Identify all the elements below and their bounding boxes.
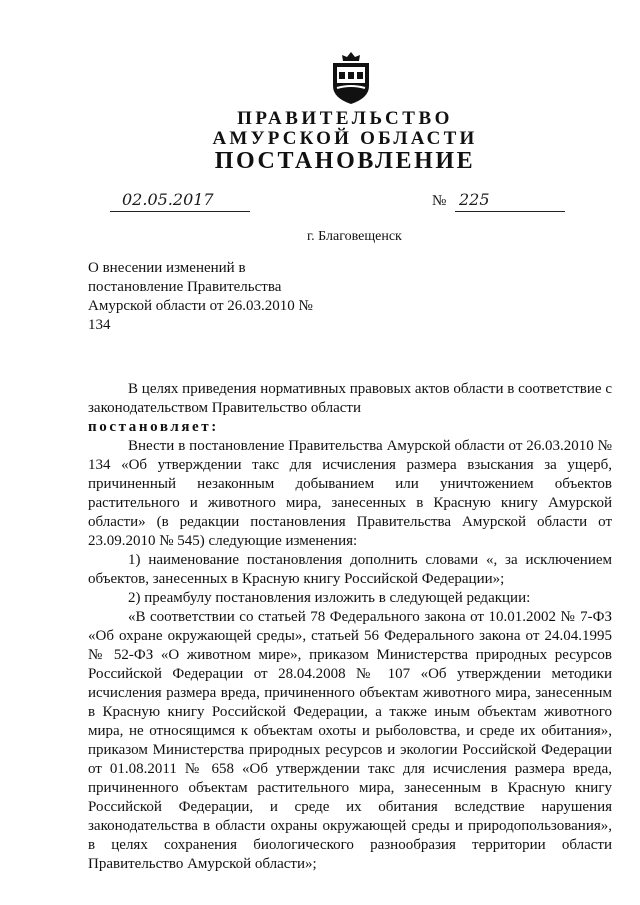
document-subject: О внесении изменений в постановление Правительства Амурской области от 26.03.2010 № 134 [88,260,313,333]
government-title: ПРАВИТЕЛЬСТВО [237,108,453,129]
intro-paragraph: В целях приведения нормативных правовых актов области в соответствие с законодательством Правительство области [88,381,612,416]
coat-of-arms-icon [329,50,373,106]
number-value: 225 [459,190,490,209]
region-title: АМУРСКОЙ ОБЛАСТИ [212,128,478,149]
paragraph-4: «В соответствии со статьей 78 Федерального закона от 10.01.2002 № 7-ФЗ «Об охране окружающей среды», статьей 56 Федерального закона от 24.04.1995 № 52-ФЗ «О животном мире», приказом Министерства природных ресурсов Российской Федерации от 28.04.2008 № 107 «Об утверждении методики исчисления размера вреда, причиненного объектам животного мира, занесенным в Красную книгу Российской Федерации, а также иным объектам животного мира, не относящимся к объектам охоты и рыболовства, и среде их обитания», приказом Министерства природных ресурсов и экологии Российской Федерации от 01.08.2011 № 658 «Об утверждении такс для исчисления размера вреда, причиненного объектам растительного мира, занесенным в Красную книгу Российской Федерации, и среде их обитания вследствие нарушения законодательства в области охраны окружающей среды и природопользования», в целях сохранения биологического разнообразия территории области Правительство Амурской области»; [88,609,612,872]
number-label: № [432,193,447,209]
paragraph-1: Внести в постановление Правительства Амурской области от 26.03.2010 № 134 «Об утверждении такс для исчисления размера взыскания за ущерб, причиненный незаконным добыванием или уничтожением объектов растительного и животного мира, занесенных в Красную книгу Амурской области» (в редакции постановления Правительства Амурской области от 23.09.2010 № 545) следующие изменения: [88,438,612,549]
decree-word: постановляет: [88,419,219,435]
paragraph-3: 2) преамбулу постановления изложить в следующей редакции: [128,590,531,606]
city-name: г. Благовещенск [307,229,402,244]
document-body [88,380,612,874]
document-type-title: ПОСТАНОВЛЕНИЕ [214,148,476,174]
number-field [455,190,565,212]
date-field [110,190,250,212]
paragraph-2: 1) наименование постановления дополнить словами «, за исключением объектов, занесенных в Красную книгу Российской Федерации»; [88,552,612,587]
date-value: 02.05.2017 [122,190,214,209]
